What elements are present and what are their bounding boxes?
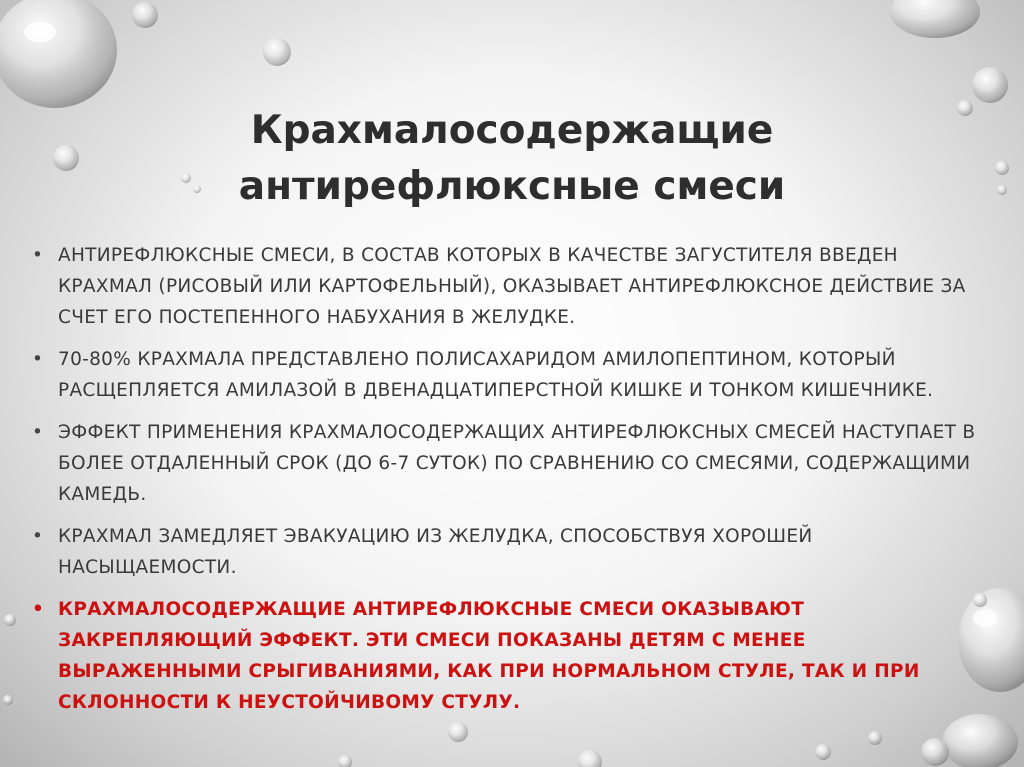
bullet-list [30, 240, 980, 729]
bullet-item: • АНТИРЕФЛЮКСНЫЕ СМЕСИ, В СОСТАВ КОТОРЫХ В КАЧЕСТВЕ ЗАГУСТИТЕЛЯ ВВЕДЕН КРАХМАЛ (РИСОВЫЙ ИЛИ КАРТОФЕЛЬНЫЙ), ОКАЗЫВАЕТ АНТИРЕФЛЮКСНОЕ ДЕЙСТВИЕ ЗА СЧЕТ ЕГО ПОСТЕПЕННОГО НАБУХАНИЯ В ЖЕЛУДКЕ. [30, 240, 980, 333]
bullet-item: • 70-80% КРАХМАЛА ПРЕДСТАВЛЕНО ПОЛИСАХАРИДОМ АМИЛОПЕПТИНОМ, КОТОРЫЙ РАСЩЕПЛЯЕТСЯ АМИЛАЗОЙ В ДВЕНАДЦАТИПЕРСТНОЙ КИШКЕ И ТОНКОМ КИШЕЧНИКЕ. [30, 344, 980, 406]
bullet-item-emphasis: • КРАХМАЛОСОДЕРЖАЩИЕ АНТИРЕФЛЮКСНЫЕ СМЕСИ ОКАЗЫВАЮТ ЗАКРЕПЛЯЮЩИЙ ЭФФЕКТ. ЭТИ СМЕСИ ПОКАЗАНЫ ДЕТЯМ С МЕНЕЕ ВЫРАЖЕННЫМИ СРЫГИВАНИЯМИ, КАК ПРИ НОРМАЛЬНОМ СТУЛЕ, ТАК И ПРИ СКЛОННОСТИ К НЕУСТОЙЧИВОМУ СТУЛУ. [30, 594, 980, 718]
bullet-item: • КРАХМАЛ ЗАМЕДЛЯЕТ ЭВАКУАЦИЮ ИЗ ЖЕЛУДКА, СПОСОБСТВУЯ ХОРОШЕЙ НАСЫЩАЕМОСТИ. [30, 521, 980, 583]
bullet-item: • ЭФФЕКТ ПРИМЕНЕНИЯ КРАХМАЛОСОДЕРЖАЩИХ АНТИРЕФЛЮКСНЫХ СМЕСЕЙ НАСТУПАЕТ В БОЛЕЕ ОТДАЛЕННЫЙ СРОК (ДО 6-7 СУТОК) ПО СРАВНЕНИЮ СО СМЕСЯМИ, СОДЕРЖАЩИМИ КАМЕДЬ. [30, 417, 980, 510]
slide-title-line-2: антирефлюксные смеси [238, 164, 786, 209]
slide-title [60, 103, 964, 215]
slide-title-line-1: Крахмалосодержащие [250, 108, 774, 153]
